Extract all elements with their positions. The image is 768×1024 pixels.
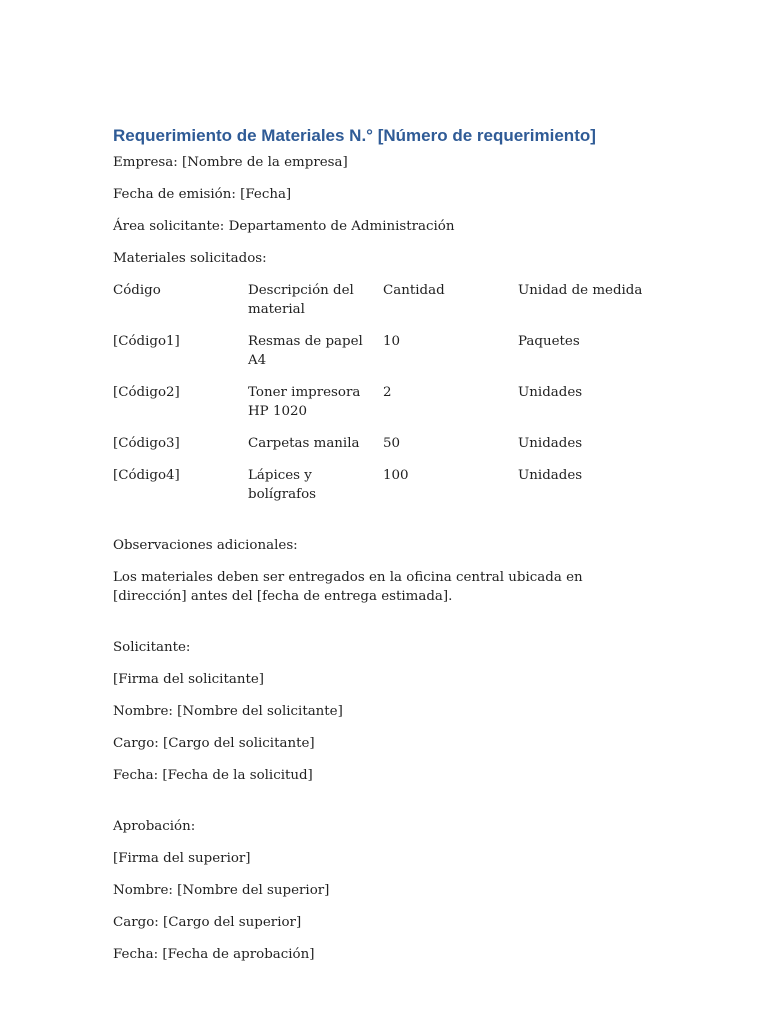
cell-descripcion: Toner impresora HP 1020	[248, 385, 361, 419]
header-unidad: Unidad de medida	[518, 283, 643, 298]
cell-unidad: Unidades	[518, 468, 583, 483]
requester-signature: [Firma del solicitante]	[113, 672, 264, 687]
approver-name: Nombre: [Nombre del superior]	[113, 883, 330, 898]
materials-label: Materiales solicitados:	[113, 251, 267, 266]
cell-cantidad: 100	[383, 468, 409, 483]
cell-codigo: [Código1]	[113, 334, 180, 349]
requester-name: Nombre: [Nombre del solicitante]	[113, 704, 343, 719]
cell-unidad: Unidades	[518, 385, 583, 400]
table-row	[113, 434, 653, 453]
table-header-row	[113, 281, 653, 319]
table-row	[113, 383, 653, 421]
header-codigo: Código	[113, 283, 161, 298]
approval-label: Aprobación:	[113, 819, 196, 834]
cell-cantidad: 50	[383, 436, 401, 451]
table-row	[113, 466, 653, 504]
observations-label: Observaciones adicionales:	[113, 538, 298, 553]
approval-date: Fecha: [Fecha de aprobación]	[113, 947, 315, 962]
requester-label: Solicitante:	[113, 640, 191, 655]
header-descripcion: Descripción del material	[248, 283, 354, 317]
approver-signature: [Firma del superior]	[113, 851, 251, 866]
cell-codigo: [Código3]	[113, 436, 180, 451]
requester-position: Cargo: [Cargo del solicitante]	[113, 736, 315, 751]
company-line: Empresa: [Nombre de la empresa]	[113, 155, 348, 170]
requester-date: Fecha: [Fecha de la solicitud]	[113, 768, 313, 783]
table-row	[113, 332, 653, 370]
spacer	[113, 619, 653, 638]
document-title: Requerimiento de Materiales N.° [Número de requerimiento]	[113, 126, 596, 145]
spacer	[113, 517, 653, 536]
cell-codigo: [Código4]	[113, 468, 180, 483]
cell-descripcion: Lápices y bolígrafos	[248, 468, 317, 502]
observations-text: Los materiales deben ser entregados en la oficina central ubicada en [dirección] antes del [fecha de entrega estimada].	[113, 570, 583, 604]
cell-unidad: Unidades	[518, 436, 583, 451]
cell-descripcion: Resmas de papel A4	[248, 334, 363, 368]
cell-cantidad: 2	[383, 385, 392, 400]
cell-codigo: [Código2]	[113, 385, 180, 400]
cell-descripcion: Carpetas manila	[248, 436, 360, 451]
issue-date-line: Fecha de emisión: [Fecha]	[113, 187, 292, 202]
cell-unidad: Paquetes	[518, 334, 580, 349]
requesting-area-line: Área solicitante: Departamento de Administración	[113, 219, 455, 234]
approver-position: Cargo: [Cargo del superior]	[113, 915, 302, 930]
document-page	[113, 125, 653, 977]
materials-table	[113, 281, 653, 504]
spacer	[113, 798, 653, 817]
cell-cantidad: 10	[383, 334, 401, 349]
header-cantidad: Cantidad	[383, 283, 445, 298]
